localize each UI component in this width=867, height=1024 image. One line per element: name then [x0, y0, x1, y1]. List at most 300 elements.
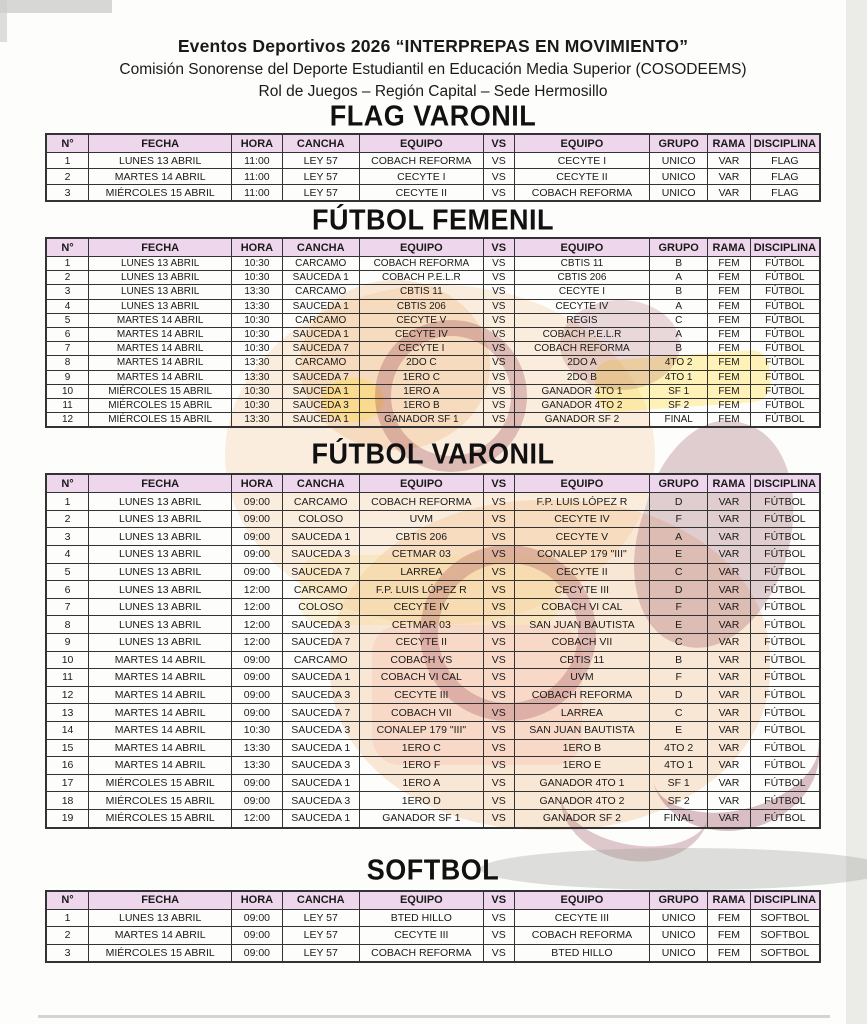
table-cell: CECYTE V: [514, 528, 649, 546]
table-cell: FÚTBOL: [750, 634, 820, 652]
column-header: FECHA: [89, 134, 232, 153]
table-cell: FÚTBOL: [750, 384, 820, 398]
table-cell: COBACH VS: [359, 651, 483, 669]
table-cell: LUNES 13 ABRIL: [89, 616, 232, 634]
table-cell: CECYTE IV: [359, 598, 483, 616]
table-cell: VS: [483, 581, 514, 599]
column-header: EQUIPO: [514, 474, 649, 493]
table-cell: D: [650, 686, 708, 704]
table-cell: VAR: [708, 528, 751, 546]
table-cell: CECYTE II: [359, 185, 483, 202]
table-cell: FEM: [708, 413, 751, 428]
table-cell: MARTES 14 ABRIL: [89, 327, 232, 341]
table-cell: LEY 57: [282, 185, 359, 202]
table-cell: 9: [46, 634, 89, 652]
table-cell: VS: [483, 271, 514, 285]
table-cell: FEM: [708, 285, 751, 299]
table-row: [46, 909, 820, 927]
table-cell: VS: [483, 546, 514, 564]
table-cell: C: [650, 634, 708, 652]
table-cell: BTED HILLO: [359, 909, 483, 927]
table-cell: COBACH REFORMA: [514, 342, 649, 356]
table-cell: CONALEP 179 "III": [514, 546, 649, 564]
table-cell: 12:00: [232, 616, 282, 634]
table-cell: SAUCEDA 7: [282, 370, 359, 384]
table-cell: 11:00: [232, 169, 282, 185]
table-cell: COBACH REFORMA: [359, 944, 483, 962]
table-cell: FÚTBOL: [750, 616, 820, 634]
table-cell: 2DO B: [514, 370, 649, 384]
table-cell: CONALEP 179 "III": [359, 721, 483, 739]
table-cell: CBTIS 206: [514, 271, 649, 285]
column-header: GRUPO: [650, 238, 708, 257]
table-cell: FÚTBOL: [750, 757, 820, 775]
column-header: DISCIPLINA: [750, 238, 820, 257]
table-cell: VS: [483, 370, 514, 384]
table-cell: FÚTBOL: [750, 563, 820, 581]
table-cell: FÚTBOL: [750, 370, 820, 384]
table-cell: 1ERO B: [514, 739, 649, 757]
table-cell: MIÉRCOLES 15 ABRIL: [89, 792, 232, 810]
table-cell: FÚTBOL: [750, 546, 820, 564]
table-cell: VS: [483, 257, 514, 271]
table-cell: 10:30: [232, 721, 282, 739]
table-cell: FINAL: [650, 413, 708, 428]
table-cell: 13: [46, 704, 89, 722]
table-cell: 10:30: [232, 257, 282, 271]
column-header: CANCHA: [282, 891, 359, 910]
table-cell: 13:30: [232, 739, 282, 757]
column-header: HORA: [232, 238, 282, 257]
table-cell: VS: [483, 356, 514, 370]
table-cell: FÚTBOL: [750, 510, 820, 528]
column-header: VS: [483, 891, 514, 910]
table-row: [46, 185, 820, 202]
table-cell: VS: [483, 927, 514, 945]
table-cell: VAR: [708, 510, 751, 528]
table-cell: 8: [46, 356, 89, 370]
header-row: [46, 238, 820, 257]
table-cell: LUNES 13 ABRIL: [89, 563, 232, 581]
table-cell: LUNES 13 ABRIL: [89, 271, 232, 285]
table-cell: F: [650, 669, 708, 687]
table-cell: FEM: [708, 299, 751, 313]
section-title-softbol: SOFTBOL: [366, 853, 500, 886]
table-cell: VS: [483, 739, 514, 757]
table-cell: 10: [46, 651, 89, 669]
table-cell: LARREA: [514, 704, 649, 722]
table-cell: FEM: [708, 257, 751, 271]
section-title-flag-varonil: FLAG VARONIL: [329, 100, 537, 132]
table-cell: 1ERO E: [514, 757, 649, 775]
table-cell: F.P. LUIS LÓPEZ R: [514, 493, 649, 511]
table-cell: SOFTBOL: [750, 944, 820, 962]
table-cell: FLAG: [750, 185, 820, 202]
table-cell: VS: [483, 944, 514, 962]
table-cell: 12:00: [232, 634, 282, 652]
table-cell: VAR: [708, 686, 751, 704]
table-cell: SAUCEDA 1: [282, 774, 359, 792]
table-row: [46, 616, 820, 634]
table-cell: CECYTE IV: [514, 510, 649, 528]
table-cell: 18: [46, 792, 89, 810]
table-cell: GANADOR SF 1: [359, 809, 483, 827]
column-header: FECHA: [89, 891, 232, 910]
column-header: HORA: [232, 891, 282, 910]
table-row: [46, 510, 820, 528]
table-row: [46, 669, 820, 687]
table-cell: VS: [483, 327, 514, 341]
table-cell: 4TO 1: [650, 757, 708, 775]
table-cell: LUNES 13 ABRIL: [89, 510, 232, 528]
table-cell: 1ERO D: [359, 792, 483, 810]
table-cell: FEM: [708, 313, 751, 327]
table-cell: MIÉRCOLES 15 ABRIL: [89, 774, 232, 792]
table-cell: 13:30: [232, 356, 282, 370]
table-cell: VAR: [708, 616, 751, 634]
table-cell: 09:00: [232, 774, 282, 792]
table-cell: 1ERO A: [359, 774, 483, 792]
table-cell: 6: [46, 327, 89, 341]
table-cell: 13:30: [232, 413, 282, 428]
table-cell: 2: [46, 510, 89, 528]
header-row: [46, 134, 820, 153]
table-cell: CECYTE III: [359, 927, 483, 945]
table-cell: MARTES 14 ABRIL: [89, 313, 232, 327]
table-cell: CECYTE III: [359, 686, 483, 704]
table-cell: GANADOR 4TO 2: [514, 398, 649, 412]
table-cell: VS: [483, 169, 514, 185]
table-cell: FÚTBOL: [750, 651, 820, 669]
table-cell: 19: [46, 809, 89, 827]
table-cell: C: [650, 563, 708, 581]
table-cell: LEY 57: [282, 169, 359, 185]
table-cell: FÚTBOL: [750, 581, 820, 599]
table-cell: COLOSO: [282, 510, 359, 528]
table-cell: 4: [46, 546, 89, 564]
table-cell: FÚTBOL: [750, 398, 820, 412]
column-header: EQUIPO: [359, 474, 483, 493]
column-header: CANCHA: [282, 474, 359, 493]
table-cell: 12: [46, 686, 89, 704]
table-cell: 2DO A: [514, 356, 649, 370]
table-cell: VS: [483, 809, 514, 827]
table-cell: 09:00: [232, 546, 282, 564]
table-row: [46, 598, 820, 616]
table-cell: LUNES 13 ABRIL: [89, 285, 232, 299]
table-cell: MIÉRCOLES 15 ABRIL: [89, 944, 232, 962]
table-cell: SAUCEDA 3: [282, 398, 359, 412]
table-row: [46, 546, 820, 564]
table-cell: VAR: [708, 153, 751, 169]
table-row: [46, 313, 820, 327]
table-cell: LUNES 13 ABRIL: [89, 634, 232, 652]
table-cell: MARTES 14 ABRIL: [89, 169, 232, 185]
table-cell: LUNES 13 ABRIL: [89, 299, 232, 313]
table-cell: FÚTBOL: [750, 739, 820, 757]
table-cell: VS: [483, 185, 514, 202]
table-row: [46, 257, 820, 271]
table-cell: COBACH VII: [514, 634, 649, 652]
table-cell: 11: [46, 669, 89, 687]
table-cell: VAR: [708, 774, 751, 792]
table-cell: LARREA: [359, 563, 483, 581]
table-cell: CECYTE II: [514, 563, 649, 581]
column-header: GRUPO: [650, 891, 708, 910]
table-cell: CECYTE III: [514, 581, 649, 599]
column-header: CANCHA: [282, 238, 359, 257]
table-cell: CBTIS 11: [359, 285, 483, 299]
column-header: DISCIPLINA: [750, 134, 820, 153]
table-cell: MARTES 14 ABRIL: [89, 370, 232, 384]
header-row: [46, 891, 820, 910]
table-cell: SAUCEDA 3: [282, 546, 359, 564]
table-row: [46, 792, 820, 810]
table-row: [46, 299, 820, 313]
table-cell: 1ERO B: [359, 398, 483, 412]
table-cell: CBTIS 11: [514, 651, 649, 669]
table-cell: VS: [483, 651, 514, 669]
table-cell: SAUCEDA 1: [282, 809, 359, 827]
table-cell: 10:30: [232, 313, 282, 327]
table-cell: FÚTBOL: [750, 313, 820, 327]
table-cell: 09:00: [232, 792, 282, 810]
table-cell: 11: [46, 398, 89, 412]
column-header: FECHA: [89, 474, 232, 493]
table-row: [46, 739, 820, 757]
table-cell: CECYTE II: [514, 169, 649, 185]
column-header: VS: [483, 474, 514, 493]
table-cell: 10:30: [232, 398, 282, 412]
column-header: EQUIPO: [359, 891, 483, 910]
table-cell: COBACH REFORMA: [514, 927, 649, 945]
table-row: [46, 493, 820, 511]
table-cell: VS: [483, 669, 514, 687]
table-cell: MARTES 14 ABRIL: [89, 651, 232, 669]
column-header: N°: [46, 891, 89, 910]
table-cell: MARTES 14 ABRIL: [89, 721, 232, 739]
table-cell: CECYTE II: [359, 634, 483, 652]
table-cell: 09:00: [232, 563, 282, 581]
table-cell: 4: [46, 299, 89, 313]
table-cell: FÚTBOL: [750, 704, 820, 722]
table-cell: SAUCEDA 3: [282, 616, 359, 634]
table-cell: D: [650, 581, 708, 599]
document-title: Eventos Deportivos 2026 “INTERPREPAS EN MOVIMIENTO”: [177, 36, 689, 56]
table-cell: E: [650, 721, 708, 739]
column-header: EQUIPO: [359, 134, 483, 153]
column-header: N°: [46, 134, 89, 153]
table-cell: COBACH REFORMA: [514, 686, 649, 704]
table-cell: MARTES 14 ABRIL: [89, 927, 232, 945]
table-cell: BTED HILLO: [514, 944, 649, 962]
table-cell: SF 2: [650, 792, 708, 810]
table-cell: 09:00: [232, 510, 282, 528]
table-cell: CARCAMO: [282, 257, 359, 271]
table-cell: FEM: [708, 927, 751, 945]
table-row: [46, 528, 820, 546]
column-header: RAMA: [708, 238, 751, 257]
table-cell: 1ERO C: [359, 739, 483, 757]
sections: [45, 100, 821, 963]
table-cell: F.P. LUIS LÓPEZ R: [359, 581, 483, 599]
table-cell: VAR: [708, 563, 751, 581]
table-cell: SAUCEDA 7: [282, 563, 359, 581]
table-cell: CARCAMO: [282, 651, 359, 669]
table-cell: 15: [46, 739, 89, 757]
table-cell: SAUCEDA 1: [282, 299, 359, 313]
table-cell: MARTES 14 ABRIL: [89, 739, 232, 757]
table-cell: LUNES 13 ABRIL: [89, 528, 232, 546]
table-row: [46, 651, 820, 669]
table-cell: VS: [483, 704, 514, 722]
header-row: [46, 474, 820, 493]
table-cell: VAR: [708, 721, 751, 739]
table-cell: MIÉRCOLES 15 ABRIL: [89, 398, 232, 412]
column-header: GRUPO: [650, 134, 708, 153]
table-cell: FLAG: [750, 169, 820, 185]
table-cell: A: [650, 271, 708, 285]
table-cell: FÚTBOL: [750, 285, 820, 299]
section-title-futbol-femenil: FÚTBOL FEMENIL: [312, 204, 554, 236]
table-cell: VS: [483, 413, 514, 428]
table-cell: 09:00: [232, 927, 282, 945]
table-cell: VS: [483, 774, 514, 792]
table-cell: 1: [46, 909, 89, 927]
document-subtitle-event: Rol de Juegos – Región Capital – Sede Hermosillo: [258, 83, 608, 100]
table-cell: A: [650, 528, 708, 546]
table-cell: VAR: [708, 792, 751, 810]
table-cell: VAR: [708, 493, 751, 511]
table-cell: GANADOR SF 2: [514, 413, 649, 428]
table-cell: VS: [483, 510, 514, 528]
table-cell: SAUCEDA 7: [282, 634, 359, 652]
table-row: [46, 634, 820, 652]
table-cell: FÚTBOL: [750, 413, 820, 428]
table-cell: LEY 57: [282, 153, 359, 169]
table-cell: SAUCEDA 1: [282, 739, 359, 757]
table-cell: COBACH REFORMA: [359, 493, 483, 511]
table-cell: MIÉRCOLES 15 ABRIL: [89, 809, 232, 827]
table-cell: VS: [483, 398, 514, 412]
table-cell: VS: [483, 909, 514, 927]
column-header: HORA: [232, 134, 282, 153]
table-cell: VS: [483, 686, 514, 704]
table-row: [46, 153, 820, 169]
table-cell: FINAL: [650, 809, 708, 827]
table-row: [46, 581, 820, 599]
table-cell: SAUCEDA 1: [282, 327, 359, 341]
table-cell: SAUCEDA 3: [282, 792, 359, 810]
table-cell: B: [650, 285, 708, 299]
table-cell: VAR: [708, 634, 751, 652]
table-cell: VAR: [708, 739, 751, 757]
table-cell: 09:00: [232, 944, 282, 962]
table-cell: CECYTE V: [359, 313, 483, 327]
table-cell: FÚTBOL: [750, 528, 820, 546]
table-cell: VAR: [708, 169, 751, 185]
table-cell: C: [650, 313, 708, 327]
table-cell: COBACH VI CAL: [514, 598, 649, 616]
table-cell: 12:00: [232, 598, 282, 616]
table-cell: 09:00: [232, 686, 282, 704]
table-cell: FÚTBOL: [750, 774, 820, 792]
table-cell: 7: [46, 342, 89, 356]
column-header: HORA: [232, 474, 282, 493]
table-row: [46, 809, 820, 827]
table-cell: 11:00: [232, 185, 282, 202]
column-header: CANCHA: [282, 134, 359, 153]
table-cell: MARTES 14 ABRIL: [89, 686, 232, 704]
table-cell: UVM: [514, 669, 649, 687]
table-cell: UVM: [359, 510, 483, 528]
table-cell: SAUCEDA 7: [282, 342, 359, 356]
table-cell: CARCAMO: [282, 356, 359, 370]
table-cell: VS: [483, 342, 514, 356]
table-cell: B: [650, 342, 708, 356]
table-cell: SAUCEDA 3: [282, 686, 359, 704]
table-cell: 09:00: [232, 669, 282, 687]
column-header: DISCIPLINA: [750, 474, 820, 493]
table-cell: GANADOR 4TO 2: [514, 792, 649, 810]
table-cell: 8: [46, 616, 89, 634]
table-cell: FÚTBOL: [750, 669, 820, 687]
document-subtitle-organization: Comisión Sonorense del Deporte Estudiantil en Educación Media Superior (COSODEEMS): [119, 61, 747, 78]
column-header: VS: [483, 134, 514, 153]
table-cell: SAUCEDA 1: [282, 271, 359, 285]
table-cell: UNICO: [650, 927, 708, 945]
table-cell: VS: [483, 757, 514, 775]
table-cell: A: [650, 299, 708, 313]
table-cell: MARTES 14 ABRIL: [89, 342, 232, 356]
table-cell: UNICO: [650, 153, 708, 169]
table-cell: VS: [483, 384, 514, 398]
table-cell: VS: [483, 616, 514, 634]
table-cell: F: [650, 598, 708, 616]
table-cell: SOFTBOL: [750, 927, 820, 945]
table-cell: 10:30: [232, 327, 282, 341]
table-cell: FEM: [708, 327, 751, 341]
section-title-futbol-varonil: FÚTBOL VARONIL: [311, 438, 555, 470]
table-row: [46, 721, 820, 739]
table-cell: CECYTE IV: [514, 299, 649, 313]
table-row: [46, 356, 820, 370]
table-cell: CARCAMO: [282, 285, 359, 299]
table-cell: CECYTE III: [514, 909, 649, 927]
table-cell: CARCAMO: [282, 493, 359, 511]
table-cell: 13:30: [232, 757, 282, 775]
table-cell: LUNES 13 ABRIL: [89, 598, 232, 616]
table-cell: FÚTBOL: [750, 809, 820, 827]
photo-edge-bottom: [38, 1015, 830, 1018]
table-cell: LUNES 13 ABRIL: [89, 546, 232, 564]
table-cell: 5: [46, 313, 89, 327]
table-cell: SAUCEDA 3: [282, 721, 359, 739]
table-cell: 10: [46, 384, 89, 398]
table-cell: VS: [483, 721, 514, 739]
table-cell: 2: [46, 927, 89, 945]
table-cell: D: [650, 493, 708, 511]
table-cell: FÚTBOL: [750, 686, 820, 704]
table-cell: 09:00: [232, 704, 282, 722]
table-cell: FLAG: [750, 153, 820, 169]
table-cell: 13:30: [232, 299, 282, 313]
table-cell: 3: [46, 528, 89, 546]
table-cell: 12:00: [232, 581, 282, 599]
column-header: N°: [46, 474, 89, 493]
table-cell: FEM: [708, 909, 751, 927]
table-cell: VS: [483, 634, 514, 652]
